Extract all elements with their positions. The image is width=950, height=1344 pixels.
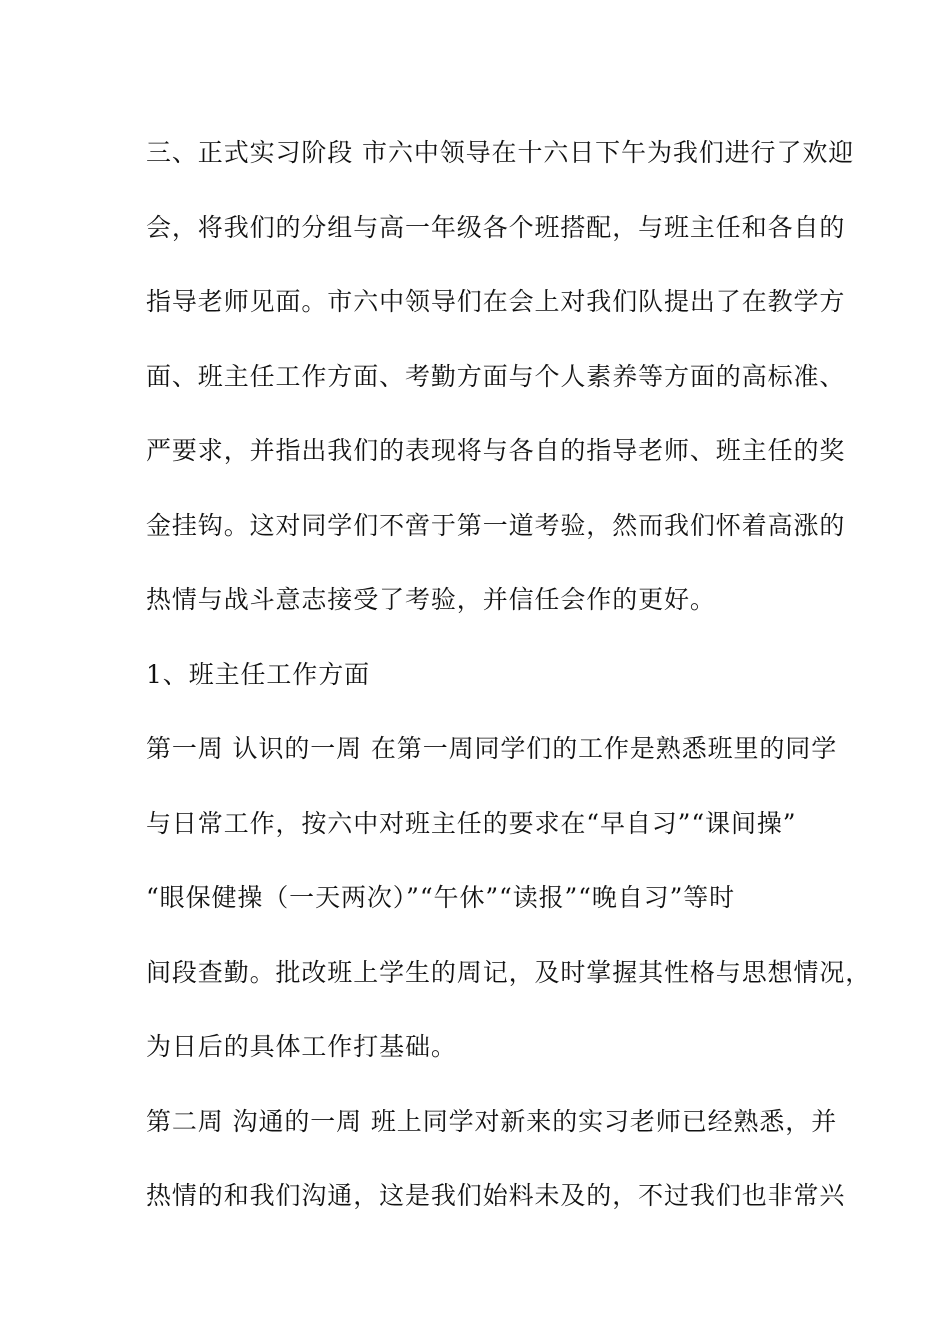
text-line: 指导老师见面。市六中领导们在会上对我们队提出了在教学方	[146, 287, 846, 316]
text-line: 金挂钩。这对同学们不啻于第一道考验，然而我们怀着高涨的	[146, 510, 846, 540]
text-line: 第一周 认识的一周 在第一周同学们的工作是熟悉班里的同学	[146, 734, 838, 763]
text-line: 与日常工作，按六中对班主任的要求在“早自习”“课间操”	[146, 808, 797, 838]
text-line: 间段查勤。批改班上学生的周记，及时掌握其性格与思想情况，	[146, 957, 872, 987]
text-line: 会，将我们的分组与高一年级各个班搭配，与班主任和各自的	[146, 212, 846, 242]
text-line: 面、班主任工作方面、考勤方面与个人素养等方面的高标准、	[146, 361, 846, 391]
text-line: 严要求，并指出我们的表现将与各自的指导老师、班主任的奖	[146, 436, 846, 465]
section-heading: 1、班主任工作方面	[146, 659, 371, 689]
text-line: 第二周 沟通的一周 班上同学对新来的实习老师已经熟悉，并	[146, 1106, 838, 1136]
text-line: “眼保健操（一天两次）”“午休”“读报”“晚自习”等时	[146, 883, 736, 912]
text-line: 热情的和我们沟通，这是我们始料未及的，不过我们也非常兴	[146, 1181, 846, 1210]
body-text	[146, 130, 872, 1248]
text-line: 三、正式实习阶段 市六中领导在十六日下午为我们进行了欢迎	[146, 138, 855, 167]
text-line: 热情与战斗意志接受了考验，并信任会作的更好。	[146, 585, 716, 614]
text-line: 为日后的具体工作打基础。	[146, 1032, 457, 1061]
